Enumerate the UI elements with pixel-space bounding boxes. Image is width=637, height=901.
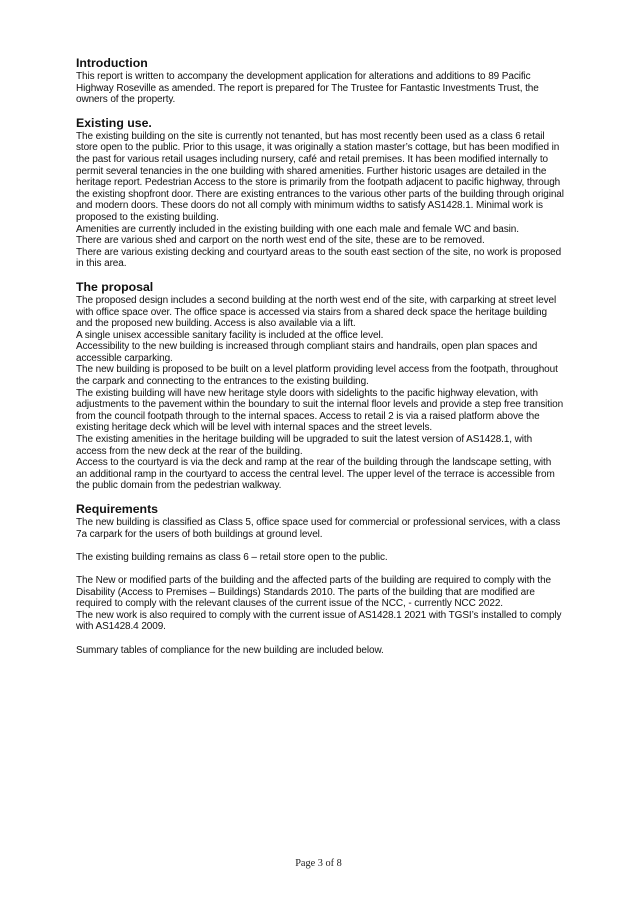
paragraph: There are various existing decking and courtyard areas to the south east section of the site, no work is proposed in this area. (76, 246, 562, 270)
paragraph: Accessibility to the new building is increased through compliant stairs and handrails, open plan spaces and accessible carparking. (76, 341, 538, 364)
paragraph: There are various shed and carport on the north west end of the site, these are to be removed. (76, 235, 485, 247)
section-heading: Existing use. (76, 115, 152, 130)
section-introduction (76, 56, 564, 106)
section-existing-use (76, 116, 564, 270)
paragraph: The New or modified parts of the building and the affected parts of the building are required to comply with the Disability (Access to Premises – Buildings) Standards 2010. The parts of the building that are modified are required to comply with the relevant clauses of the current issue of the NCC, - currently NCC 2022. (76, 574, 552, 610)
page-number: Page 3 of 8 (295, 858, 342, 869)
paragraph: Amenities are currently included in the existing building with one each male and female WC and basin. (76, 223, 519, 235)
paragraph: The proposed design includes a second building at the north west end of the site, with carparking at street level with office space over. The office space is accessed via stairs from a shared deck space the heritage building and the proposed new building. Access is also available via a lift. (76, 294, 557, 330)
paragraph: The new work is also required to comply with the current issue of AS1428.1 2021 with TGSI’s installed to comply with AS1428.4 2009. (76, 609, 562, 633)
paragraph: The existing building remains as class 6 – retail store open to the public. (76, 551, 388, 563)
blank-line (76, 633, 564, 645)
paragraph: This report is written to accompany the development application for alterations and additions to 89 Pacific Highway Roseville as amended. The report is prepared for The Trustee for Fantastic Investments Trust, the owners of the property. (76, 71, 539, 106)
paragraph: The new building is proposed to be built on a level platform providing level access from the footpath, throughout the carpark and connecting to the entrances to the existing building. (76, 364, 558, 388)
paragraph: Summary tables of compliance for the new building are included below. (76, 644, 384, 656)
blank-line (76, 563, 564, 575)
section-heading: The proposal (76, 279, 154, 294)
blank-line (76, 540, 564, 552)
paragraph: The existing amenities in the heritage building will be upgraded to suit the latest version of AS1428.1, with access from the new deck at the rear of the building. (76, 434, 533, 457)
paragraph: The existing building on the site is currently not tenanted, but has most recently been used as a class 6 retail store open to the public. Prior to this usage, it was originally a station master’s cottage, but has been modified in the past for various retail usages including nursery, café and retail premises. It has been modified internally to permit several tenancies in the one building with shared amenities. Further historic usages are detailed in the heritage report. Pedestrian Access to the store is primarily from the footpath adjacent to pacific highway, through the existing shopfront door. There are existing entrances to the various other parts of the building through original and modern doors. These doors do not all comply with minimum widths to satisfy AS1428.1. Minimal work is proposed to the existing building. (76, 130, 564, 223)
paragraph: The existing building will have new heritage style doors with sidelights to the pacific highway elevation, with adjustments to the pavement within the boundary to suit the internal floor levels and provide a step free transition from the council footpath through to the internal spaces. Access to retail 2 is via a raised platform above the existing heritage deck which will be level with internal spaces and the street levels. (76, 387, 564, 434)
document-page (76, 56, 564, 666)
section-heading: Requirements (76, 502, 159, 516)
paragraph: Access to the courtyard is via the deck and ramp at the rear of the building through the landscape setting, with an additional ramp in the courtyard to access the central level. The upper level of the terrace is accessible from the public domain from the pedestrian walkway. (76, 457, 555, 492)
section-heading: Introduction (76, 56, 148, 70)
section-proposal (76, 280, 564, 492)
section-requirements (76, 502, 564, 656)
paragraph: The new building is classified as Class 5, office space used for commercial or professional services, with a class 7a carpark for the users of both buildings at ground level. (76, 517, 561, 540)
paragraph: A single unisex accessible sanitary facility is included at the office level. (76, 329, 384, 341)
